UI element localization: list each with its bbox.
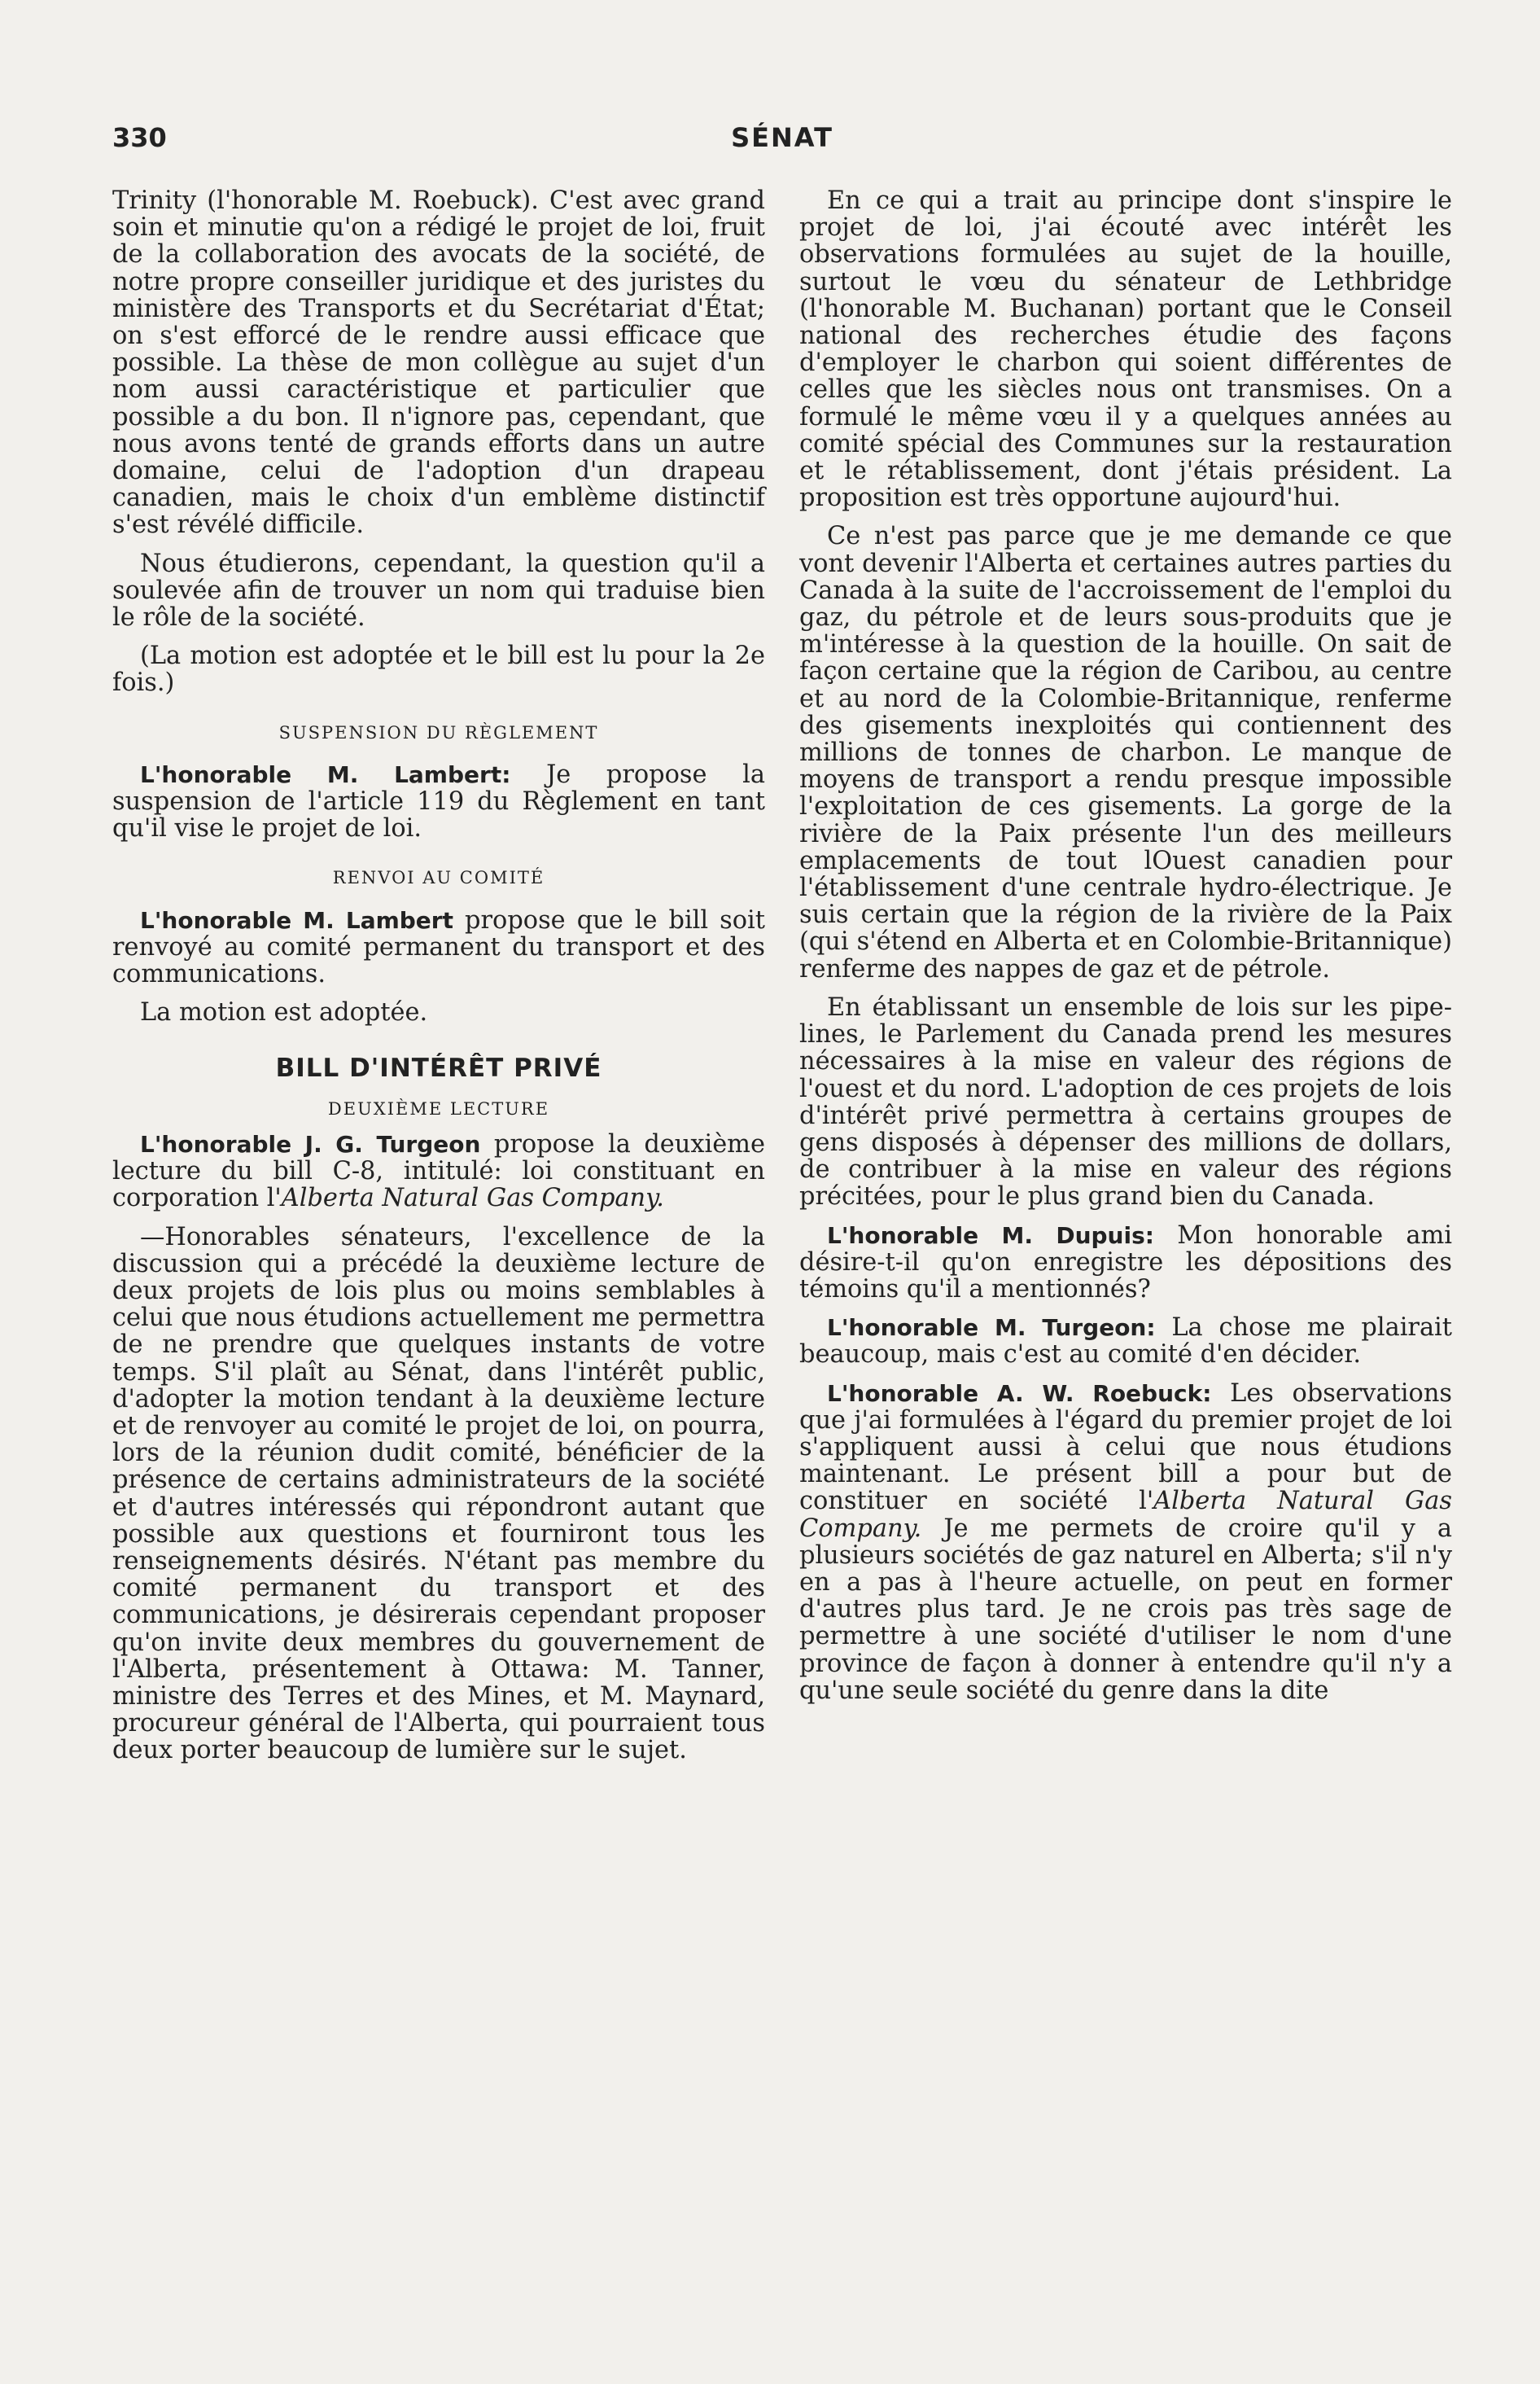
speaker-name: L'honorable M. Dupuis:: [827, 1221, 1154, 1249]
paragraph: (La motion est adoptée et le bill est lu pour la 2e fois.): [112, 642, 765, 698]
paragraph: Ce n'est pas parce que je me demande ce que vont devenir l'Alberta et certaines autres parties du Canada à la suite de l'accroissement de l'emploi du gaz, du pétrole et de leurs sous-produits que je m'intéresse à la question de la houille. On sait de façon certaine que la région de Caribou, au centre et au nord de la Colombie-Britannique, renferme des gisements inexploités qui contiennent des millions de tonnes de charbon. Le manque de moyens de transport a rendu presque impossible l'exploitation de ces gisements. La gorge de la rivière de la Paix présente l'un des meilleurs emplacements de tout lOuest canadien pour l'établissement d'une centrale hydro-électrique. Je suis certain que la région de la rivière de la Paix (qui s'étend en Alberta et en Colombie-Britannique) renferme des nappes de gaz et de pétrole.: [799, 522, 1452, 984]
speech-text: Je propose la suspension de l'article 119 du Règlement en tant qu'il vise le projet de loi.: [112, 760, 766, 844]
speaker-name: L'honorable M. Lambert:: [140, 760, 511, 788]
company-name: Alberta Natural Gas Company.: [799, 1487, 1452, 1543]
section-heading-bill: BILL D'INTÉRÊT PRIVÉ: [275, 1054, 602, 1084]
speaker-name: L'honorable M. Turgeon:: [827, 1314, 1156, 1342]
paragraph: [799, 1380, 1452, 1704]
left-column: [112, 187, 765, 1776]
paragraph: [799, 1222, 1452, 1304]
paragraph: En établissant un ensemble de lois sur les pipe-lines, le Parlement du Canada prend les mesures nécessaires à la mise en valeur des régions de l'ouest et du nord. L'adoption de ces projets de lois d'intérêt privé permettra à certains groupes de gens disposés à dépenser des millions de dollars, de contribuer à la mise en valeur des régions précitées, pour le plus grand bien du Canada.: [799, 993, 1452, 1212]
paragraph: Trinity (l'honorable M. Roebuck). C'est avec grand soin et minutie qu'on a rédigé le projet de loi, fruit de la collaboration des avocats de la société, de notre propre conseiller juridique et des juristes du ministère des Transports et du Secrétariat d'État; on s'est efforcé de le rendre aussi efficace que possible. La thèse de mon collègue au sujet d'un nom aussi caractéristique et particulier que possible a du bon. Il n'ignore pas, cependant, que nous avons tenté de grands efforts dans un autre domaine, celui de l'adoption d'un drapeau canadien, mais le choix d'un emblème distinctif s'est révélé difficile.: [112, 186, 765, 540]
speech-text: Mon honorable ami désire-t-il qu'on enregistre les dépositions des témoins qu'il a mentionnés?: [799, 1220, 1452, 1304]
speaker-name: L'honorable M. Lambert: [140, 906, 453, 934]
section-heading-suspension: SUSPENSION DU RÈGLEMENT: [278, 722, 599, 743]
speech-text: Les observations que j'ai formulées à l'égard du premier projet de loi s'appliquent aussi à celui que nous étudions maintenant. Le présent bill a pour but de constituer en société l': [799, 1378, 1452, 1516]
paragraph: [112, 761, 765, 843]
right-column: [799, 187, 1452, 1716]
page-title: SÉNAT: [731, 122, 833, 153]
paragraph: La motion est adoptée.: [140, 998, 428, 1028]
page-number: 330: [112, 122, 167, 153]
speaker-name: L'honorable J. G. Turgeon: [140, 1130, 481, 1158]
paragraph: Nous étudierons, cependant, la question qu'il a soulevée afin de trouver un nom qui traduise bien le rôle de la société.: [112, 549, 765, 633]
paragraph: [799, 1314, 1452, 1368]
speech-text: La chose me plairait beaucoup, mais c'est au comité d'en décider.: [799, 1313, 1452, 1369]
speech-text: propose la deuxième lecture du bill C-8, intitulé: loi constituant en corporation l': [112, 1129, 765, 1213]
section-heading-renvoi: RENVOI AU COMITÉ: [332, 868, 545, 888]
section-heading-lecture: DEUXIÈME LECTURE: [327, 1098, 550, 1119]
paragraph: [112, 907, 765, 988]
speech-text: Je me permets de croire qu'il y a plusieurs sociétés de gaz naturel en Alberta; s'il n'y en a pas à l'heure actuelle, on peut en former d'autres plus tard. Je ne crois pas très sage de permettre à une société d'utiliser le nom d'une province de façon à donner à entendre qu'il n'y a qu'une seule société du genre dans la dite: [799, 1514, 1452, 1705]
paragraph: [112, 1131, 765, 1212]
speech-text: propose que le bill soit renvoyé au comité permanent du transport et des communications.: [112, 905, 765, 989]
speaker-name: L'honorable A. W. Roebuck:: [827, 1379, 1212, 1407]
running-header: [112, 114, 1452, 163]
paragraph: —Honorables sénateurs, l'excellence de la discussion qui a précédé la deuxième lecture de deux projets de lois plus ou moins semblables à celui que nous étudions actuellement me permettra de ne prendre que quelques instants de votre temps. S'il plaît au Sénat, dans l'intérêt public, d'adopter la motion tendant à la deuxième lecture et de renvoyer au comité le projet de loi, on pourra, lors de la réunion dudit comité, bénéficier de la présence de certains administrateurs de la société et d'autres intéressés qui répondront autant que possible aux questions et fourniront tous les renseignements désirés. N'étant pas membre du comité permanent du transport et des communications, je désirerais cependant proposer qu'on invite deux membres du gouvernement de l'Alberta, présentement à Ottawa: M. Tanner, ministre des Terres et des Mines, et M. Maynard, procureur général de l'Alberta, qui pourraient tous deux porter beaucoup de lumière sur le sujet.: [112, 1222, 765, 1765]
company-name: Alberta Natural Gas Company.: [281, 1184, 664, 1213]
paragraph: En ce qui a trait au principe dont s'inspire le projet de loi, j'ai écouté avec intérêt les observations formulées au sujet de la houille, surtout le vœu du sénateur de Lethbridge (l'honorable M. Buchanan) portant que le Conseil national des recherches étudie des façons d'employer le charbon qui soient différentes de celles que les siècles nous ont transmises. On a formulé le même vœu il y a quelques années au comité spécial des Communes sur la restauration et le rétablissement, dont j'étais président. La proposition est très opportune aujourd'hui.: [799, 186, 1452, 513]
